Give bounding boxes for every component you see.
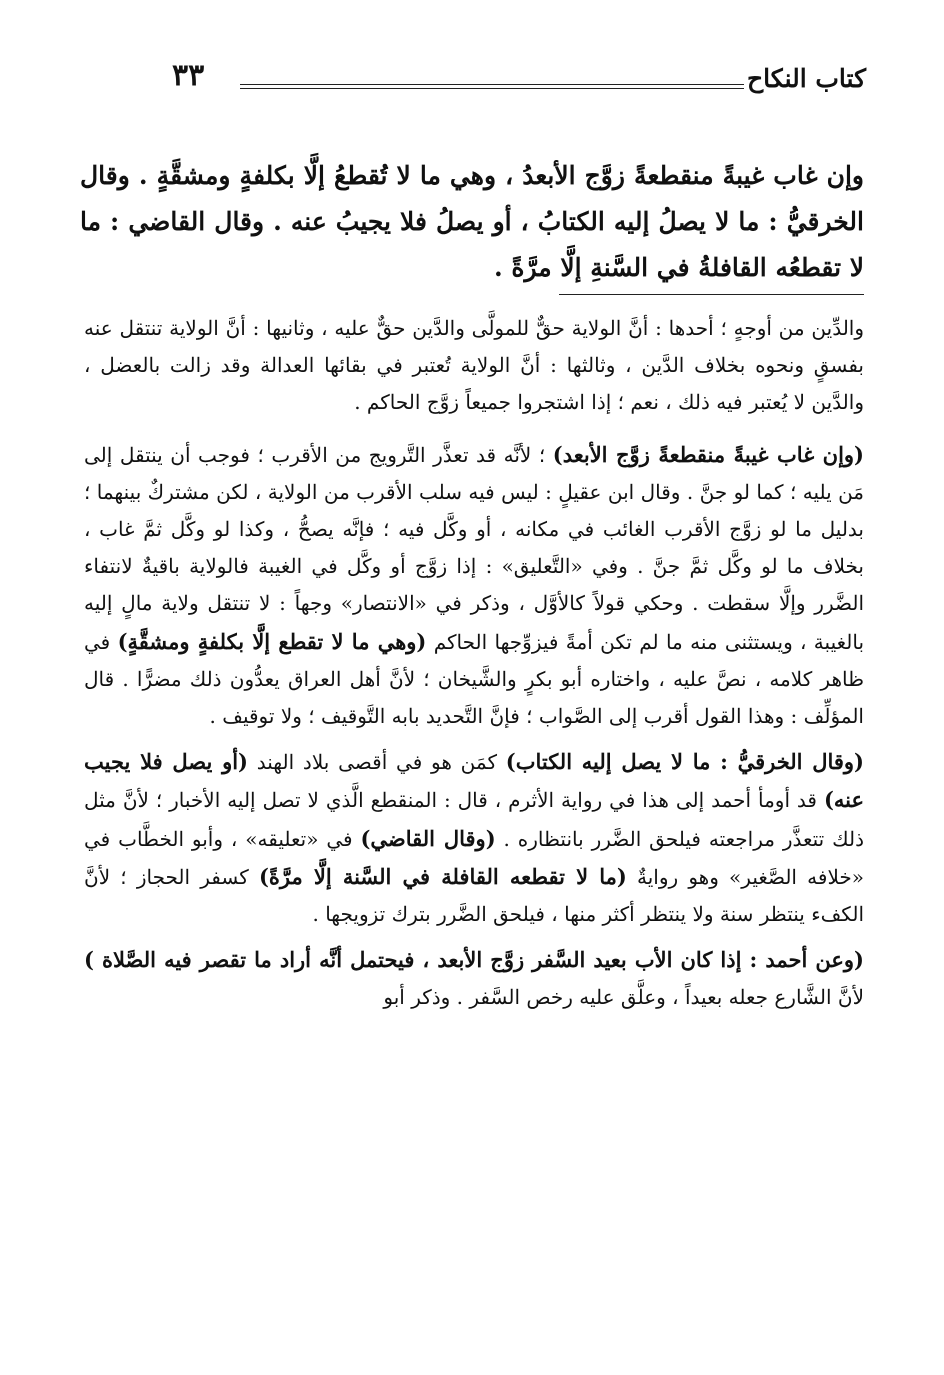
- commentary-paragraph: [84, 436, 864, 736]
- commentary-paragraph-continuation: والدِّين من أوجهٍ ؛ أحدها : أنَّ الولاية حقٌّ للمولَّى والدَّين حقٌّ عليه ، وثانيها : أنَّ الولاية تنتقل عنه بفسقٍ ونحوه بخلاف الدَّين ، وثالثها : أنَّ الولاية تُعتبر في بقائها العدالة وقد زالت بالعضل ، والدَّين لا يُعتبر فيه ذلك ، نعم ؛ إذا اشتجروا جميعاً زوَّج الحاكم .: [84, 316, 864, 415]
- commentary-block: [84, 310, 864, 1025]
- commentary-text: كمَن هو في أقصى بلاد الهند: [247, 750, 506, 775]
- page-number: ٣٣: [172, 58, 205, 93]
- quoted-text: (وقال الخرقيُّ : ما لا يصل إليه الكتاب): [505, 749, 864, 775]
- page-header: [120, 56, 866, 100]
- commentary-text: كسفر الحجاز ؛ لأنَّ الكفء ينتظر سنة ولا ينتظر أكثر منها ، فيلحق الضَّرر بترك تزويجها .: [84, 864, 864, 927]
- quoted-text: (ما لا تقطعه القافلة في السَّنة إلَّا مرَّةً): [258, 863, 627, 889]
- commentary-text: قد أومأ أحمد إلى هذا في رواية الأثرم ، قال : المنقطع الَّذي لا تصل إليه الأخبار ؛ لأنَّ مثل ذلك تتعذَّر مراجعته فيلحق الضَّرر بانتظاره .: [84, 788, 865, 851]
- commentary-paragraph: [84, 941, 864, 1016]
- main-text-block: [80, 153, 864, 291]
- footnote-separator: [559, 294, 864, 295]
- running-title: كتاب النكاح: [747, 64, 866, 93]
- quoted-text: (وقال القاضي): [360, 825, 496, 851]
- header-rule: [240, 84, 744, 89]
- commentary-text: في ظاهر كلامه ، نصَّ عليه ، واختاره أبو بكرٍ والشَّيخان ؛ لأنَّ أهل العراق يعدُّون ذلك مضرًّا . قال المؤلِّف : وهذا القول أقرب إلى الصَّواب ؛ فإنَّ التَّحديد بابه التَّوقيف ؛ ولا توقيف .: [84, 629, 864, 729]
- commentary-text: ؛ لأنَّه قد تعذَّر التَّرويج من الأقرب ؛ فوجب أن ينتقل إلى مَن يليه ؛ كما لو جنَّ . وقال ابن عقيلٍ : ليس فيه سلب الأقرب من الولاية ، لكن مشتركٌ بينهما ؛ بدليل ما لو زوَّج الأقرب الغائب في مكانه ، أو وكَّل فيه ؛ فإنَّه يصحُّ ، وكذا لو وكَّل ثمَّ غاب ، بخلاف ما لو وكَّل ثمَّ جنَّ . وفي «التَّعليق» : إذا زوَّج أو وكَّل في الغيبة فالولاية باقيةٌ لانتفاء الضَّرر وإلَّا سقطت . وحكي قولاً كالأوَّل ، وذكر في «الانتصار» وجهاً : لا تنتقل ولاية مالٍ إليه بالغيبة ، ويستثنى منه ما لم تكن أمةً فيزوِّجها الحاكم: [84, 442, 865, 654]
- quoted-text: (وهي ما لا تقطع إلَّا بكلفةٍ ومشقَّةٍ): [117, 628, 427, 654]
- main-text-paragraph: وإن غاب غيبةً منقطعةً زوَّج الأبعدُ ، وهي ما لا تُقطعُ إلَّا بكلفةٍ ومشقَّةٍ . وقال الخرقيُّ : ما لا يصلُ إليه الكتابُ ، أو يصلُ فلا يجيبُ عنه . وقال القاضي : ما لا تقطعُه القافلةُ في السَّنةِ إلَّا مرَّةً .: [80, 161, 864, 282]
- commentary-paragraph: [84, 743, 864, 933]
- quoted-text: (أو يصل فلا يجيب عنه): [84, 749, 864, 813]
- quoted-text: (وإن غاب غيبةً منقطعةً زوَّج الأبعد): [552, 441, 864, 467]
- quoted-text: (وعن أحمد : إذا كان الأب بعيد السَّفر زوَّج الأبعد ، فيحتمل أنَّه أراد ما تقصر فيه الصَّلاة ): [84, 947, 864, 973]
- commentary-text: في «تعليقه» ، وأبو الخطَّاب في «خلافه الصَّغير» وهو روايةٌ: [84, 826, 864, 889]
- commentary-text: لأنَّ الشَّارع جعله بعيداً ، وعلَّق عليه رخص السَّفر . وذكر أبو: [383, 985, 864, 1010]
